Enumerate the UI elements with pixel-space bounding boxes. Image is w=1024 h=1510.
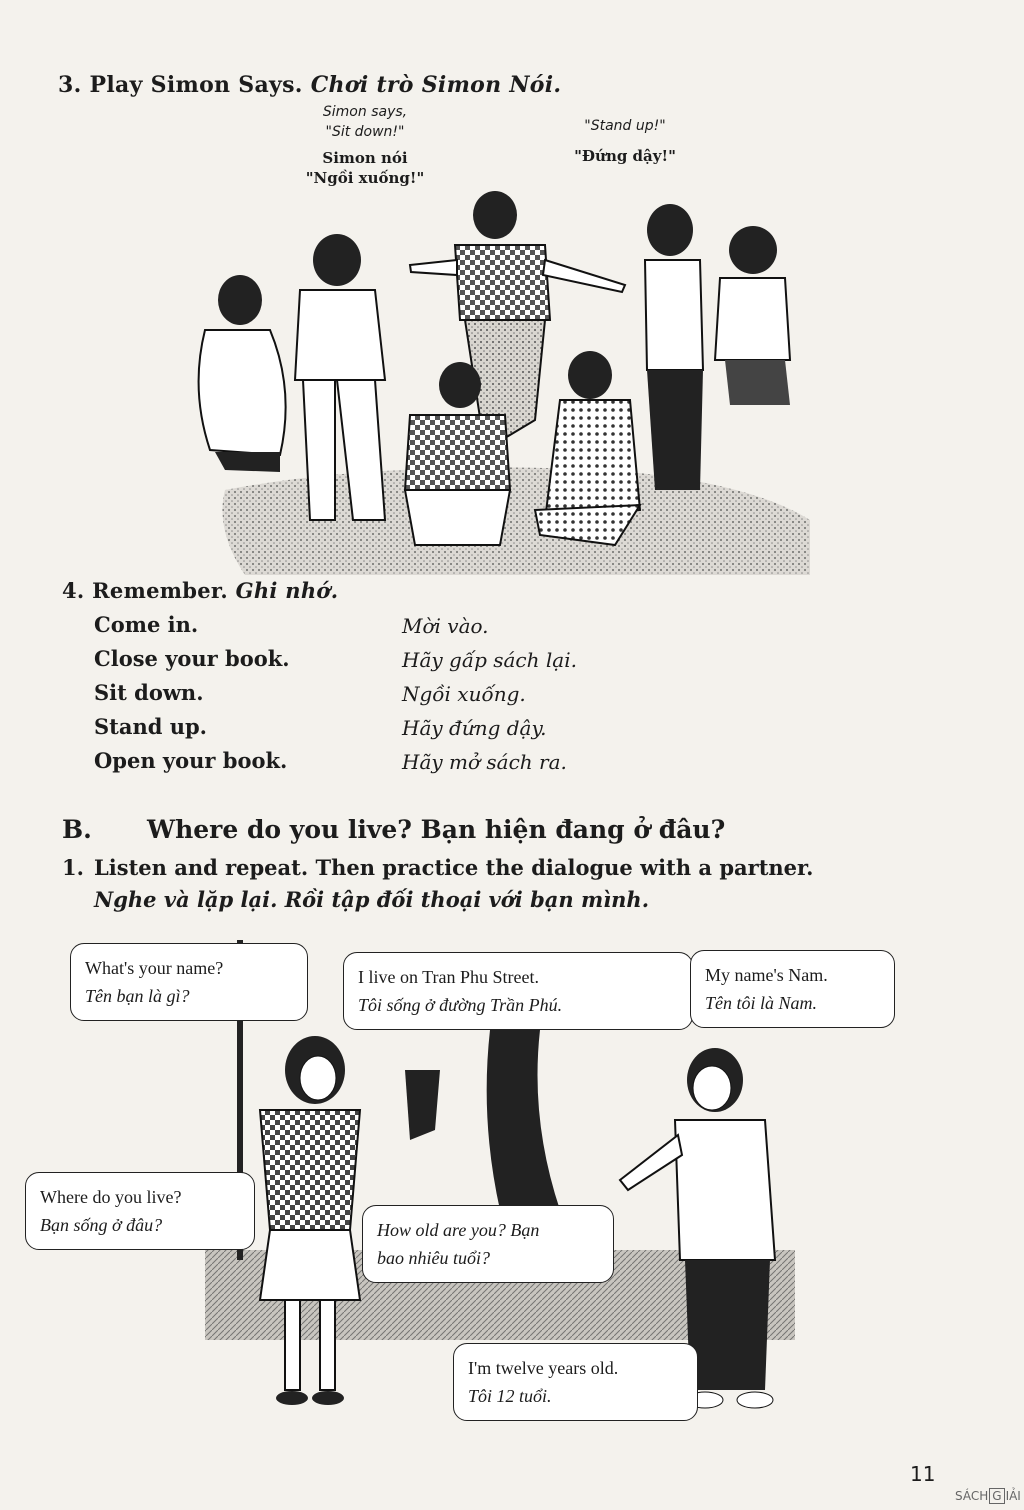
- section-3-heading: [58, 72, 561, 98]
- section-b-title: Where do you live? Bạn hiện đang ở đâu?: [147, 815, 726, 844]
- phrase-en: Close your book.: [94, 646, 290, 671]
- watermark-text-a: SÁCH: [955, 1489, 989, 1503]
- section-4-heading: [62, 578, 338, 603]
- section-4-title-en: Remember.: [92, 578, 228, 603]
- speech-bubble-how-old: [362, 1205, 614, 1283]
- quote-stand-en: "Stand up!": [584, 118, 666, 134]
- girl-figure: [260, 1036, 360, 1405]
- bubble-text-en: My name's Nam.: [705, 965, 828, 985]
- bubble-text-vi: Tôi 12 tuổi.: [468, 1386, 552, 1406]
- boy-standing-far-right: [715, 226, 790, 405]
- bubble-text-vi: Tên tôi là Nam.: [705, 993, 818, 1013]
- quote-sit-en-line2: "Sit down!": [325, 124, 405, 140]
- phrase-vi: Hãy mở sách ra.: [402, 750, 567, 774]
- page-number: 11: [910, 1462, 936, 1486]
- phrase-en: Open your book.: [94, 748, 288, 773]
- phrase-vi: Hãy gấp sách lại.: [402, 648, 577, 672]
- tree-trunk: [487, 1030, 560, 1210]
- phrase-en: Stand up.: [94, 714, 207, 739]
- leaf-shadow: [405, 1070, 440, 1140]
- quote-stand-vi: "Đứng dậy!": [574, 147, 676, 165]
- phrase-en: Sit down.: [94, 680, 204, 705]
- phrase-en: Come in.: [94, 612, 199, 637]
- phrase-vi: Hãy đứng dậy.: [402, 716, 547, 740]
- speech-bubble-where-do-you-live: [25, 1172, 255, 1250]
- quote-sit-vi-line2: "Ngồi xuống!": [305, 169, 425, 187]
- speech-bubble-tran-phu-street: [343, 952, 693, 1030]
- quote-sit-en-line1: Simon says,: [322, 104, 408, 120]
- section-b-item-number: 1.: [62, 855, 84, 880]
- simon-quote-sit-down: [280, 102, 450, 188]
- bubble-text-vi: bao nhiêu tuổi?: [377, 1248, 490, 1268]
- section-4-title-vi: Ghi nhớ.: [235, 578, 339, 603]
- bubble-text-en: I'm twelve years old.: [468, 1358, 619, 1378]
- section-b-instruction-vi: Nghe và lặp lại. Rồi tập đối thoại với bạn mình.: [94, 887, 650, 912]
- section-b-letter: B.: [62, 815, 92, 844]
- quote-sit-vi-line1: Simon nói: [322, 149, 408, 167]
- bubble-text-en: Where do you live?: [40, 1187, 182, 1207]
- watermark-text-b: G: [989, 1488, 1004, 1504]
- bubble-text-vi: Bạn sống ở đâu?: [40, 1215, 163, 1235]
- section-3-title-en: Play Simon Says.: [89, 72, 303, 98]
- speech-bubble-my-name-nam: [690, 950, 895, 1028]
- section-3-number: 3.: [58, 72, 82, 98]
- speech-bubble-whats-your-name: [70, 943, 308, 1021]
- bubble-text-en: What's your name?: [85, 958, 224, 978]
- simon-says-illustration: [185, 190, 815, 575]
- section-4-number: 4.: [62, 578, 85, 603]
- bubble-text-en: How old are you? Bạn: [377, 1220, 540, 1240]
- girl-standing-right: [645, 204, 703, 490]
- bubble-text-vi: Tôi sống ở đường Trần Phú.: [358, 995, 563, 1015]
- phrase-vi: Ngồi xuống.: [402, 682, 526, 706]
- speech-bubble-twelve-years-old: [453, 1343, 698, 1421]
- phrase-vi: Mời vào.: [402, 614, 489, 638]
- section-b-instruction-en: Listen and repeat. Then practice the dialogue with a partner.: [94, 855, 814, 880]
- watermark-logo: [955, 1488, 1021, 1504]
- bubble-text-vi: Tên bạn là gì?: [85, 986, 190, 1006]
- simon-quote-stand-up: [555, 116, 695, 166]
- girl-kneeling-dotted: [535, 351, 640, 545]
- boy-squatting-left: [199, 275, 286, 472]
- watermark-text-c: IẢI: [1005, 1489, 1021, 1503]
- section-3-title-vi: Chơi trò Simon Nói.: [310, 72, 562, 98]
- bubble-text-en: I live on Tran Phu Street.: [358, 967, 540, 987]
